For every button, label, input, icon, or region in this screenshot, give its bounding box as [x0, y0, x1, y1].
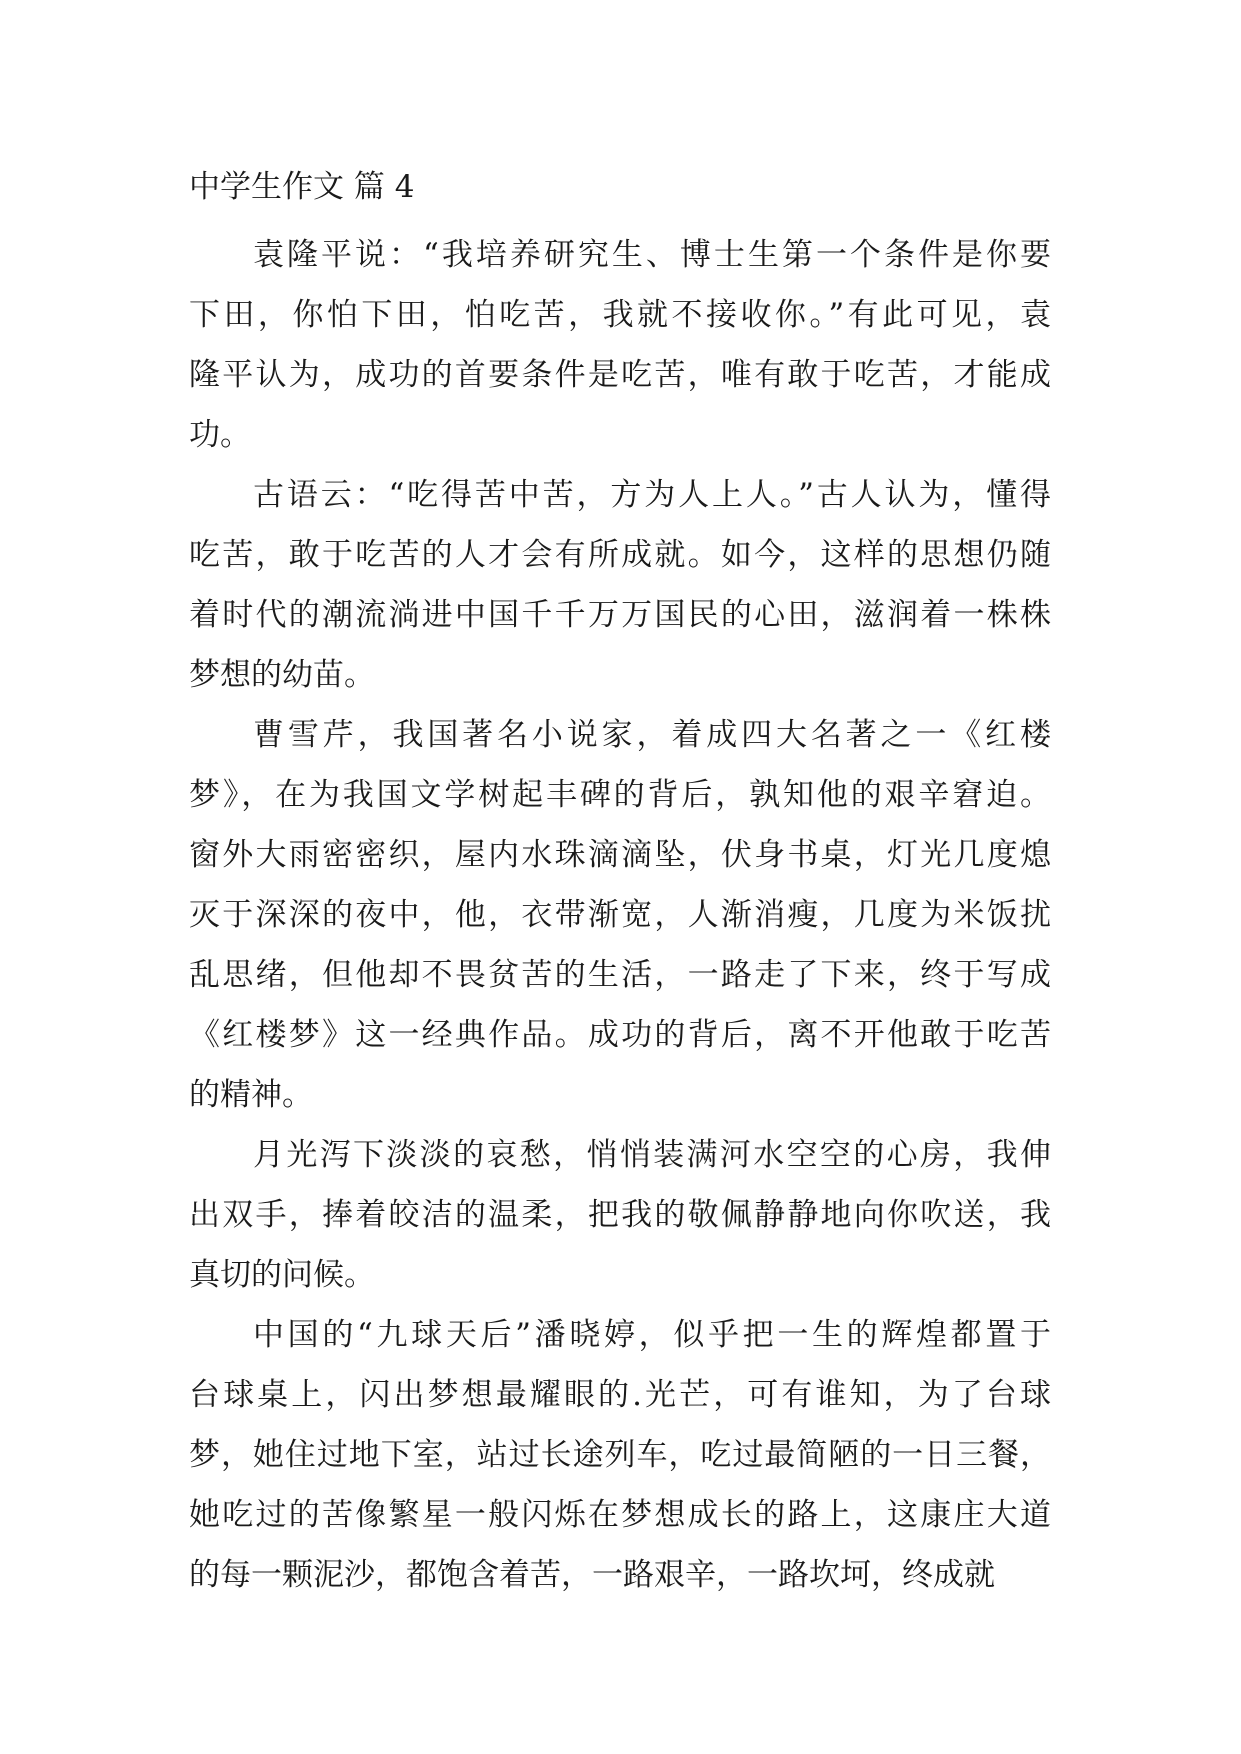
paragraph-line: 梦，她住过地下室，站过长途列车，吃过最简陋的一日三餐， — [189, 1437, 1051, 1473]
paragraph-line: 灭于深深的夜中，他，衣带渐宽，人渐消瘦，几度为米饭扰 — [189, 897, 1051, 933]
paragraph-line: 袁隆平说：“我培养研究生、博士生第一个条件是你要 — [253, 237, 1051, 273]
paragraph-line: 下田，你怕下田，怕吃苦，我就不接收你。”有此可见，袁 — [189, 297, 1051, 333]
paragraph-line: 功。 — [189, 417, 251, 453]
paragraph-line: 的精神。 — [189, 1077, 313, 1113]
paragraph — [189, 225, 1051, 465]
paragraph — [189, 705, 1051, 1125]
paragraph-line: 《红楼梦》这一经典作品。成功的背后，离不开他敢于吃苦 — [189, 1017, 1051, 1053]
document-body — [189, 225, 1051, 1605]
paragraph-line: 台球桌上，闪出梦想最耀眼的.光芒，可有谁知，为了台球 — [189, 1377, 1051, 1413]
paragraph-line: 中国的“九球天后”潘晓婷，似乎把一生的辉煌都置于 — [253, 1317, 1051, 1353]
paragraph-line: 曹雪芹，我国著名小说家，着成四大名著之一《红楼 — [253, 717, 1051, 753]
paragraph-line: 的每一颗泥沙，都饱含着苦，一路艰辛，一路坎坷，终成就 — [189, 1557, 995, 1593]
paragraph-line: 梦想的幼苗。 — [189, 657, 375, 693]
paragraph-line: 吃苦，敢于吃苦的人才会有所成就。如今，这样的思想仍随 — [189, 537, 1051, 573]
paragraph-line: 真切的问候。 — [189, 1257, 375, 1293]
paragraph-line: 她吃过的苦像繁星一般闪烁在梦想成长的路上，这康庄大道 — [189, 1497, 1051, 1533]
paragraph-line: 乱思绪，但他却不畏贫苦的生活，一路走了下来，终于写成 — [189, 957, 1051, 993]
paragraph-line: 窗外大雨密密织，屋内水珠滴滴坠，伏身书桌，灯光几度熄 — [189, 837, 1051, 873]
paragraph-line: 古语云：“吃得苦中苦，方为人上人。”古人认为，懂得 — [253, 477, 1051, 513]
paragraph-line: 出双手，捧着皎洁的温柔，把我的敬佩静静地向你吹送，我 — [189, 1197, 1051, 1233]
document-page — [189, 163, 1051, 1605]
paragraph-line: 着时代的潮流淌进中国千千万万国民的心田，滋润着一株株 — [189, 597, 1051, 633]
paragraph-line: 隆平认为，成功的首要条件是吃苦，唯有敢于吃苦，才能成 — [189, 357, 1051, 393]
paragraph-line: 梦》，在为我国文学树起丰碑的背后，孰知他的艰辛窘迫。 — [189, 777, 1051, 813]
paragraph-line: 月光泻下淡淡的哀愁，悄悄装满河水空空的心房，我伸 — [253, 1137, 1051, 1173]
paragraph — [189, 465, 1051, 705]
paragraph — [189, 1305, 1051, 1605]
document-title: 中学生作文 篇 4 — [189, 169, 415, 205]
paragraph — [189, 1125, 1051, 1305]
